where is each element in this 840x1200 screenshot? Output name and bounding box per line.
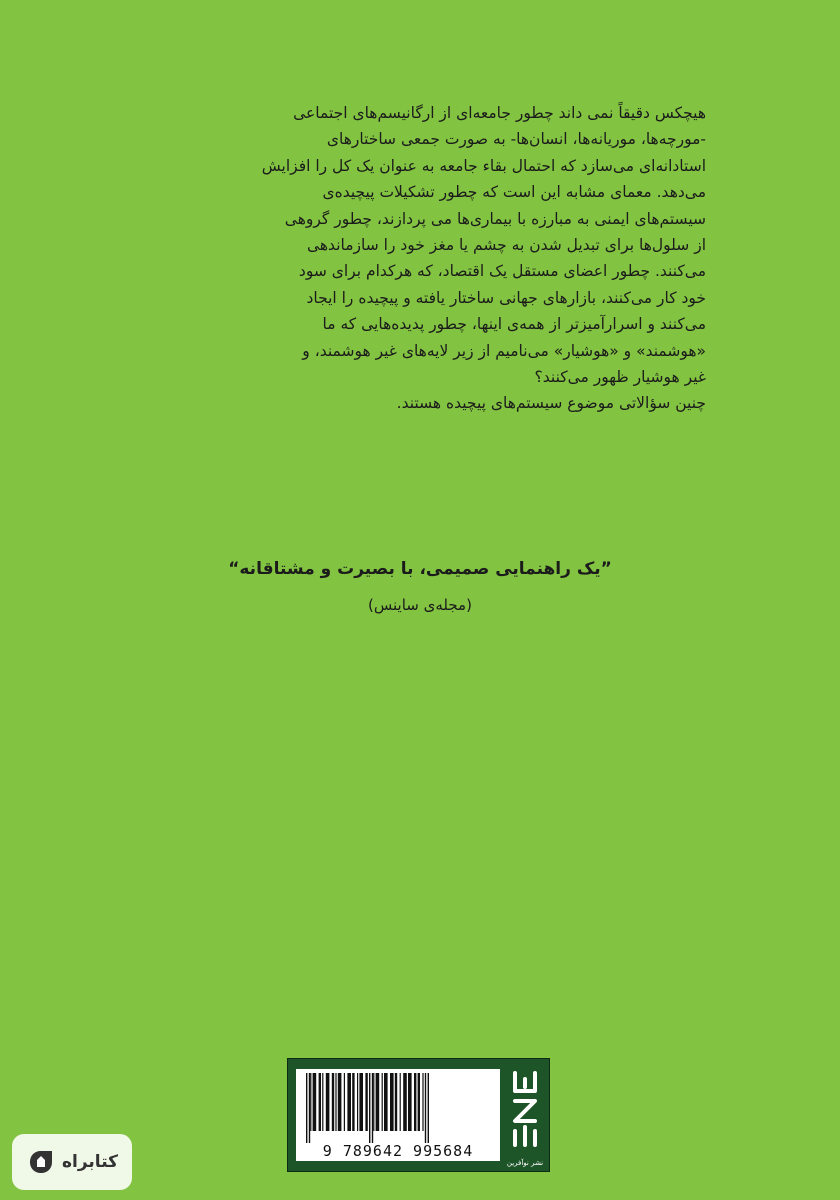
barcode-bar bbox=[390, 1073, 394, 1131]
blurb-line-4: می‌دهد. معمای مشابه این است که چطور تشکیلات پیچیده‌ی bbox=[322, 183, 706, 202]
barcode-panel bbox=[287, 1058, 550, 1172]
blurb-line-6: از سلول‌ها برای تبدیل شدن به چشم یا مغز خود را سازماندهی bbox=[306, 236, 706, 255]
blurb-text bbox=[261, 100, 706, 417]
publisher-logo bbox=[507, 1065, 543, 1165]
barcode-bar bbox=[338, 1073, 342, 1131]
barcode-bar bbox=[326, 1073, 330, 1131]
barcode-bar bbox=[359, 1073, 363, 1131]
blurb-line-12: چنین سؤالاتی موضوع سیستم‌های پیچیده هستند. bbox=[396, 394, 706, 413]
barcode-bar bbox=[384, 1073, 388, 1131]
barcode-bar bbox=[357, 1073, 358, 1131]
blurb-line-1: هیچکس دقیقاً نمی داند چطور جامعه‌ای از ارگانیسم‌های اجتماعی bbox=[293, 104, 706, 122]
review-quote: ”یک راهنمایی صمیمی، با بصیرت و مشتاقانه“ bbox=[228, 559, 612, 579]
barcode-bars bbox=[304, 1073, 492, 1147]
barcode-bar bbox=[309, 1073, 310, 1147]
isbn-number: 9 789642 995684 bbox=[296, 1143, 500, 1159]
blurb-line-8: خود کار می‌کنند، بازارهای جهانی ساختار یافته و پیچیده را ایجاد bbox=[306, 288, 706, 307]
barcode-bar bbox=[372, 1073, 373, 1147]
barcode-bar bbox=[428, 1073, 429, 1147]
barcode-bar bbox=[418, 1073, 420, 1131]
barcode-bar bbox=[332, 1073, 334, 1131]
barcode-bar bbox=[382, 1073, 383, 1131]
barcode-bar bbox=[400, 1073, 401, 1131]
barcode-bar bbox=[365, 1073, 367, 1131]
blurb-line-10: «هوشمند» و «هوشیار» می‌نامیم از زیر لایه‌های غیر هوشمند، و bbox=[302, 341, 706, 360]
publisher-name: نشر نوآفرین bbox=[506, 1159, 544, 1167]
blurb-line-11: غیر هوشیار ظهور می‌کنند؟ bbox=[534, 368, 706, 387]
blurb-line-3: استادانه‌ای می‌سازد که احتمال بقاء جامعه به عنوان یک کل را افزایش bbox=[261, 156, 706, 175]
blurb-line-2: -مورچه‌ها، موریانه‌ها، انسان‌ها- به صورت جمعی ساختارهای bbox=[326, 130, 706, 149]
barcode-bar bbox=[310, 1073, 311, 1131]
barcode-bar bbox=[313, 1073, 317, 1131]
watermark-label: کتابراه bbox=[61, 1152, 119, 1172]
barcode-bar bbox=[306, 1073, 307, 1147]
barcode-bar bbox=[403, 1073, 407, 1131]
blurb-line-5: سیستم‌های ایمنی به مبارزه با بیماری‌ها می پردازند، چطور گروهی bbox=[284, 209, 706, 228]
barcode-bar bbox=[322, 1073, 323, 1131]
barcode-bar bbox=[425, 1073, 426, 1147]
barcode-bar bbox=[335, 1073, 336, 1131]
barcode-bar bbox=[369, 1073, 370, 1147]
barcode-bar bbox=[422, 1073, 423, 1131]
isbn-barcode bbox=[296, 1069, 500, 1161]
blurb-line-7: می‌کنند. چطور اعضای مستقل یک اقتصاد، که هرکدام برای سود bbox=[298, 262, 706, 281]
blurb-line-9: می‌کنند و اسرارآمیزتر از همه‌ی اینها، چطور پدیده‌هایی که ما bbox=[322, 315, 706, 334]
barcode-bar bbox=[344, 1073, 345, 1131]
barcode-bar bbox=[319, 1073, 321, 1131]
barcode-bar bbox=[376, 1073, 380, 1131]
ketabrah-logo-icon bbox=[26, 1147, 56, 1177]
review-quote-source: (مجله‌ی ساینس) bbox=[368, 596, 472, 614]
barcode-bar bbox=[347, 1073, 351, 1131]
barcode-bar bbox=[408, 1073, 412, 1131]
barcode-bar bbox=[414, 1073, 416, 1131]
barcode-bar bbox=[373, 1073, 374, 1131]
ketabrah-watermark bbox=[12, 1134, 132, 1190]
barcode-bar bbox=[395, 1073, 397, 1131]
barcode-bar bbox=[352, 1073, 354, 1131]
